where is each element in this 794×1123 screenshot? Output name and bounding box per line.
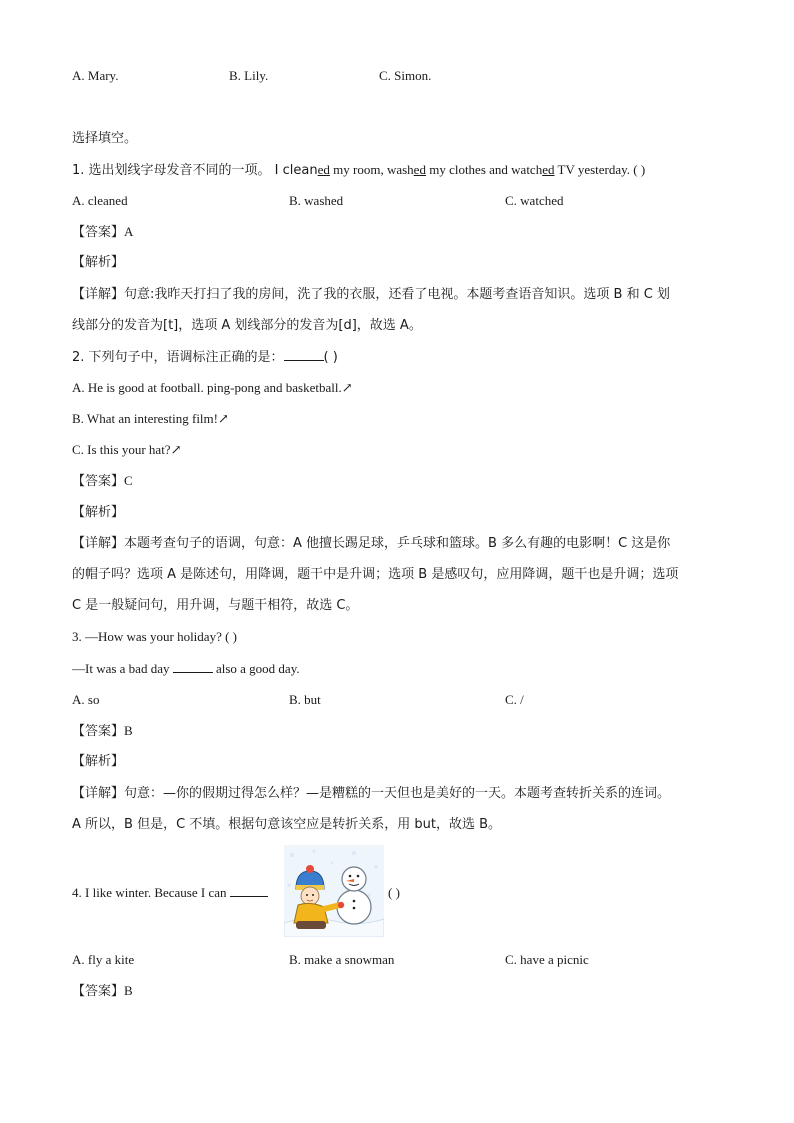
q1-detail-line1 bbox=[72, 286, 670, 304]
q2-option-b: B. What an interesting film!↗ bbox=[72, 411, 229, 426]
snowman-eye-right bbox=[357, 875, 360, 878]
child-arm bbox=[324, 905, 340, 909]
q4-stem bbox=[72, 884, 268, 902]
q4-stem-tail: ( ) bbox=[388, 885, 400, 900]
q3-answer-value: B bbox=[124, 723, 133, 738]
detail-label: 【详解】 bbox=[72, 287, 125, 302]
q1-answer-value: A bbox=[124, 224, 134, 239]
q1-underline-3: ed bbox=[542, 162, 555, 177]
q1-analysis-label: 【解析】 bbox=[72, 255, 125, 270]
q1-underline-2: ed bbox=[413, 162, 426, 177]
q3-detail-line1 bbox=[72, 785, 670, 803]
q2-option-a: A. He is good at football. ping-pong and basketball.↗ bbox=[72, 380, 353, 395]
q3-option-b: B. but bbox=[289, 692, 321, 707]
q1-option-a: A. cleaned bbox=[72, 193, 128, 208]
hat-pompom bbox=[306, 865, 314, 873]
q4-option-b: B. make a snowman bbox=[289, 952, 395, 967]
q3-detail-line2: A 所以，B 但是，C 不填。根据句意该空应是转折关系，用 but，故选 B。 bbox=[72, 817, 502, 832]
q1-option-c: C. watched bbox=[505, 193, 564, 208]
q1-stem bbox=[72, 161, 645, 180]
q1-option-b: B. washed bbox=[289, 193, 344, 208]
q2-detail-line3: C 是一般疑问句，用升调，与题干相符，故选 C。 bbox=[72, 598, 359, 613]
q4-answer bbox=[72, 982, 133, 1001]
child-face bbox=[301, 887, 319, 905]
q2-answer bbox=[72, 472, 133, 491]
q3-option-c: C. / bbox=[505, 692, 524, 707]
child-legs bbox=[296, 921, 326, 929]
q2-blank bbox=[284, 348, 324, 361]
q3-line1: 3. —How was your holiday? ( ) bbox=[72, 629, 237, 644]
q3-option-a: A. so bbox=[72, 692, 100, 707]
q3-answer bbox=[72, 722, 133, 741]
q2-detail-text1: 本题考查句子的语调，句意：A 他擅长踢足球，乒乓球和篮球。B 多么有趣的电影啊！C 这是你 bbox=[124, 536, 671, 551]
q4-option-c: C. have a picnic bbox=[505, 952, 589, 967]
snowman-illustration bbox=[284, 845, 384, 937]
detail-label: 【详解】 bbox=[72, 786, 125, 801]
answer-label: 【答案】 bbox=[72, 225, 125, 240]
prev-option-c: C. Simon. bbox=[379, 68, 432, 83]
q4-stem-text: 4. I like winter. Because I can bbox=[72, 885, 230, 900]
section-title: 选择填空。 bbox=[72, 131, 138, 146]
answer-label: 【答案】 bbox=[72, 474, 125, 489]
q2-stem bbox=[72, 348, 338, 367]
q1-answer bbox=[72, 223, 133, 242]
q2-analysis-label: 【解析】 bbox=[72, 505, 125, 520]
q1-stem-suffix: TV yesterday. ( ) bbox=[554, 162, 646, 177]
q3-line2-pre: —It was a bad day bbox=[72, 661, 173, 676]
q2-answer-value: C bbox=[124, 473, 133, 488]
answer-label: 【答案】 bbox=[72, 724, 125, 739]
q2-option-c: C. Is this your hat?↗ bbox=[72, 442, 182, 457]
detail-label: 【详解】 bbox=[72, 536, 125, 551]
prev-option-b: B. Lily. bbox=[229, 68, 269, 83]
q1-detail-line2: 线部分的发音为[t]，选项 A 划线部分的发音为[d]，故选 A。 bbox=[72, 318, 422, 333]
q1-stem-mid2: my clothes and watch bbox=[425, 162, 543, 177]
answer-label: 【答案】 bbox=[72, 984, 125, 999]
q3-line2-post: also a good day. bbox=[212, 661, 300, 676]
q3-blank bbox=[173, 660, 213, 673]
q4-option-a: A. fly a kite bbox=[72, 952, 135, 967]
snowman-eye-left bbox=[349, 875, 352, 878]
q2-detail-line2: 的帽子吗？选项 A 是陈述句，用降调，题干中是升调；选项 B 是感叹句，应用降调，题干也是升调；选项 bbox=[72, 567, 679, 582]
q4-blank bbox=[230, 884, 268, 897]
q1-underline-1: ed bbox=[317, 162, 330, 177]
child-glove bbox=[338, 902, 344, 908]
q2-stem-tail: ( ) bbox=[323, 350, 338, 365]
q3-line2 bbox=[72, 660, 300, 678]
q1-stem-mid1: my room, wash bbox=[329, 162, 414, 177]
q1-stem-prefix: 1. 选出划线字母发音不同的一项。 I clean bbox=[72, 163, 318, 178]
q1-detail-text1: 句意:我昨天打扫了我的房间，洗了我的衣服，还看了电视。本题考查语音知识。选项 B 和 C 划 bbox=[124, 287, 670, 302]
q2-stem-text: 2. 下列句子中，语调标注正确的是： bbox=[72, 350, 284, 365]
q2-detail-line1 bbox=[72, 535, 670, 553]
q4-answer-value: B bbox=[124, 983, 133, 998]
q3-detail-text1: 句意：—你的假期过得怎么样？—是糟糕的一天但也是美好的一天。本题考查转折关系的连词。 bbox=[124, 786, 671, 801]
prev-option-a: A. Mary. bbox=[72, 68, 119, 83]
q3-analysis-label: 【解析】 bbox=[72, 754, 125, 769]
